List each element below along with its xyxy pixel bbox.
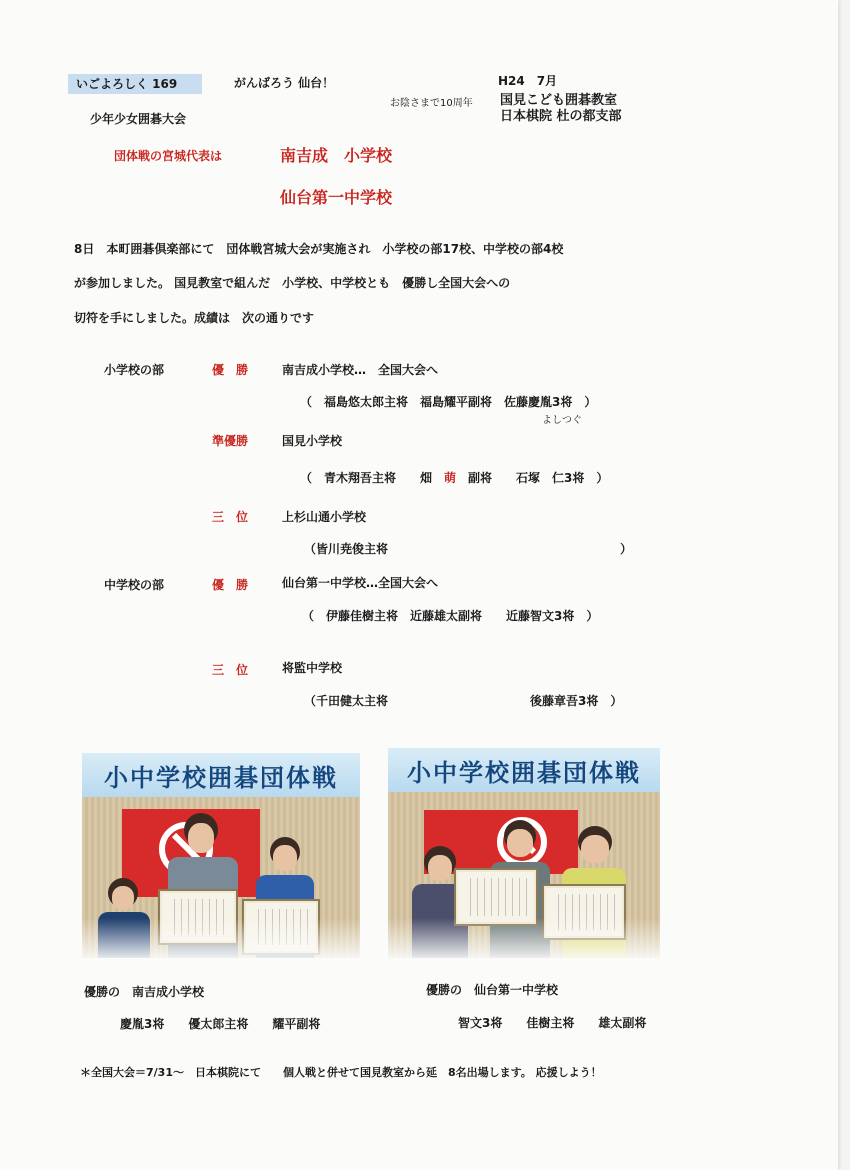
name-reading: よしつぐ [542,415,582,426]
elementary-division-label: 小学校の部 [104,363,165,377]
members-part-a: （ 青木翔吾主将 畑 [300,471,445,485]
junior-winner-rank: 優 勝 [212,578,249,592]
elementary-winner-school: 南吉成小学校… 全国大会へ [282,363,439,377]
members-part-b: 副将 石塚 仁3将 ） [456,471,609,485]
elementary-runnerup-rank: 準優勝 [212,434,249,448]
intro-line-1: 8日 本町囲碁倶楽部にて 団体戦宮城大会が実施され 小学校の部17校、中学校の部4校 [74,242,564,256]
elementary-third-rank: 三 位 [212,510,249,524]
elementary-third-school: 上杉山通小学校 [282,510,367,524]
club-org: 日本棋院 杜の都支部 [500,109,622,124]
headline-school-1: 南吉成 小学校 [280,146,393,165]
elementary-third-members: （皆川尭俊主将 [304,542,389,556]
slogan: がんばろう 仙台！ [234,76,335,90]
club-name: 国見こども囲碁教室 [500,93,618,108]
junior-third-school: 将監中学校 [282,661,343,675]
photo-banner: 小中学校囲碁団体戦 [82,753,360,797]
elementary-runnerup-members [300,469,608,486]
elementary-winner-rank: 優 勝 [212,363,249,377]
junior-third-members-a: （千田健太主将 [304,694,389,708]
photo-caption-elementary: 優勝の 南吉成小学校 [84,985,205,999]
junior-third-rank: 三 位 [212,663,249,677]
photo-caption-junior: 優勝の 仙台第一中学校 [426,983,559,997]
team-photo-elementary [82,753,360,958]
photo-names-junior: 智文3将 佳樹主将 雄太副将 [458,1016,647,1030]
team-photo-junior [388,748,660,958]
headline-school-2: 仙台第一中学校 [280,188,393,207]
intro-line-3: 切符を手にしました。成績は 次の通りです [74,311,315,325]
event-name: 少年少女囲碁大会 [90,112,187,126]
photo-names-elementary: 慶胤3将 優太郎主将 耀平副将 [120,1017,321,1031]
headline-label: 団体戦の宮城代表は [114,149,223,163]
elementary-third-close: ） [620,542,633,556]
elementary-runnerup-school: 国見小学校 [282,434,343,448]
photo-banner: 小中学校囲碁団体戦 [388,748,660,792]
footer-note: ＊全国大会＝7/31～ 日本棋院にて 個人戦と併せて国見教室から延 8名出場します。 応援しよう！ [80,1066,602,1079]
issue-date: H24 7月 [498,74,558,88]
highlighted-name-char: 萌 [444,471,457,485]
intro-line-2: が参加しました。 国見教室で組んだ 小学校、中学校とも 優勝し全国大会への [74,276,511,290]
junior-winner-members: （ 伊藤佳樹主将 近藤雄太副将 近藤智文3将 ） [302,609,599,623]
anniversary-note: お陰さまで10周年 [390,98,473,109]
junior-winner-school: 仙台第一中学校…全国大会へ [282,576,439,590]
elementary-winner-members: （ 福島悠太郎主将 福島耀平副将 佐藤慶胤3将 ） [300,395,597,409]
junior-third-members-b: 後藤章吾3将 ） [530,694,623,708]
junior-division-label: 中学校の部 [104,578,165,592]
issue-badge: いごよろしく 169 [68,74,202,94]
